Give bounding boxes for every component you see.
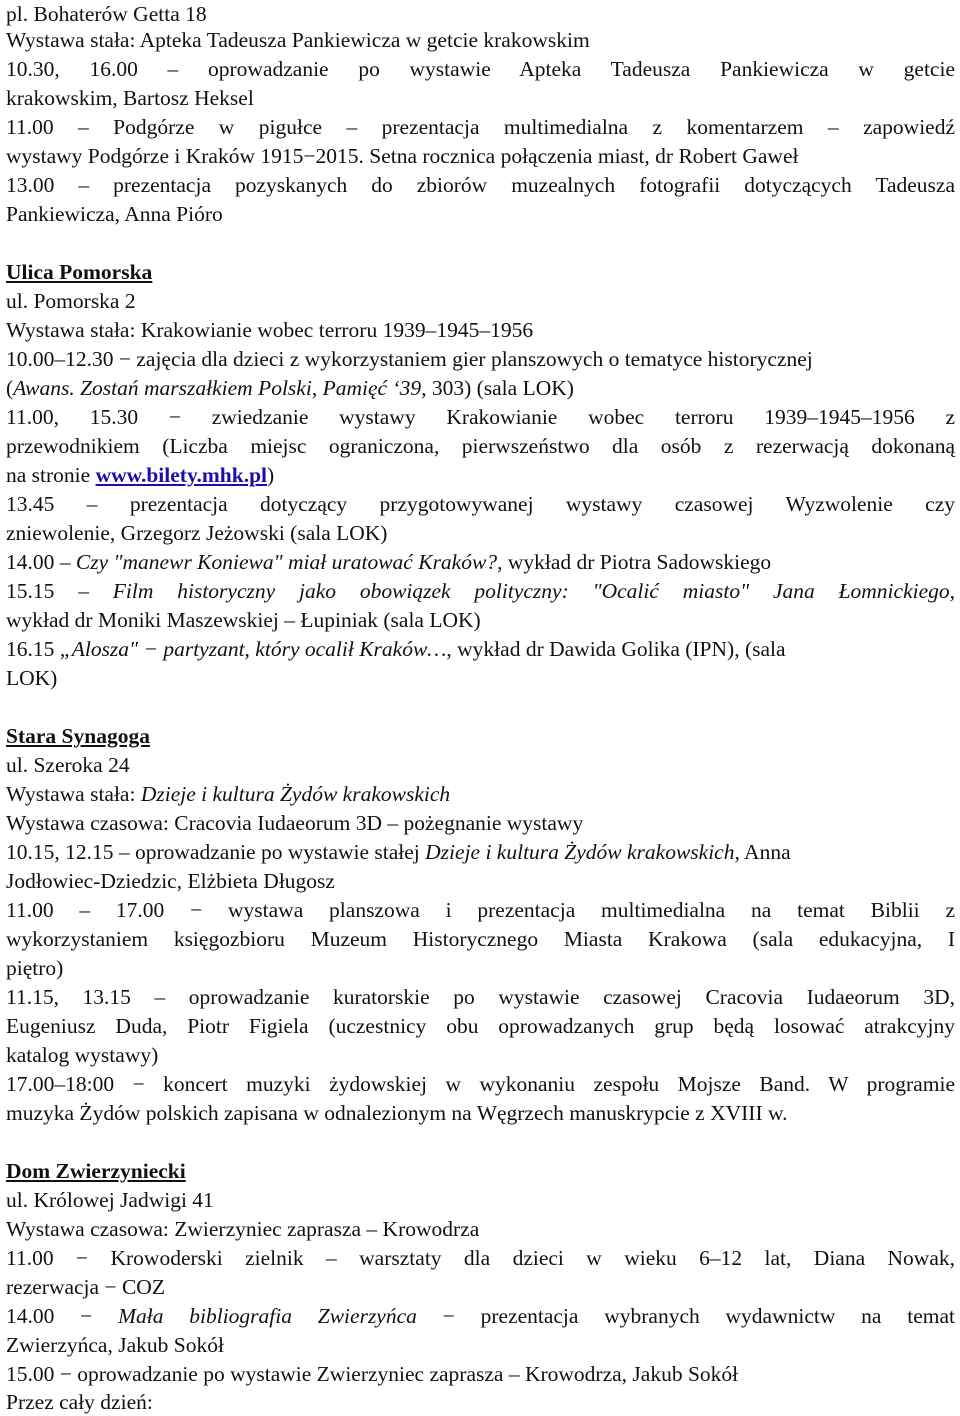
event-line	[6, 1302, 955, 1330]
event-line: 10.30, 16.00 – oprowadzanie po wystawie Apteka Tadeusza Pankiewicza w getcie	[6, 57, 955, 81]
text-span: Anna	[739, 840, 791, 864]
title-span: Awans. Zostań marszałkiem Polski	[13, 376, 312, 400]
exhibit-line: Wystawa stała: Krakowianie wobec terroru 1939–1945–1956	[6, 318, 534, 342]
title-span: „Alosza" − partyzant, który ocalił Kraków…	[59, 637, 447, 661]
text-span: − prezentacja wybranych wydawnictw na temat	[416, 1304, 955, 1328]
section-heading-ulica-pomorska: Ulica Pomorska	[6, 260, 153, 284]
event-line: zniewolenie, Grzegorz Jeżowski (sala LOK)	[6, 521, 388, 545]
text-span: , wykład dr Dawida Golika (IPN), (sala	[446, 637, 786, 661]
event-line: muzyka Żydów polskich zapisana w odnalezionym na Węgrzech manuskrypcie z XVIII w.	[6, 1101, 788, 1125]
event-line: Eugeniusz Duda, Piotr Figiela (uczestnicy obu oprowadzanych grup będą losować atrakcyjny	[6, 1014, 955, 1038]
text-span: Wystawa stała:	[6, 782, 141, 806]
event-line: rezerwacja − COZ	[6, 1275, 165, 1299]
event-line: 17.00–18:00 − koncert muzyki żydowskiej w wykonaniu zespołu Mojsze Band. W programie	[6, 1072, 955, 1096]
exhibit-line: Wystawa czasowa: Zwierzyniec zaprasza – Krowodrza	[6, 1217, 480, 1241]
event-line: Jodłowiec-Dziedzic, Elżbieta Długosz	[6, 869, 335, 893]
event-line: 11.00 – Podgórze w pigułce – prezentacja multimedialna z komentarzem – zapowiedź	[6, 115, 955, 139]
exhibit-line: Wystawa stała: Apteka Tadeusza Pankiewicza w getcie krakowskim	[6, 28, 590, 52]
title-span: Dzieje i kultura Żydów krakowskich,	[425, 840, 740, 864]
title-span: Czy "manewr Koniewa" miał uratować Kraków?	[75, 550, 498, 574]
event-line: wystawy Podgórze i Kraków 1915−2015. Setna rocznica połączenia miast, dr Robert Gaweł	[6, 144, 799, 168]
event-line	[6, 461, 955, 489]
address-line: ul. Szeroka 24	[6, 753, 130, 777]
event-line	[6, 838, 955, 866]
event-line: przewodnikiem (Liczba miejsc ograniczona, pierwszeństwo dla osób z rezerwacją dokonaną	[6, 434, 955, 458]
title-span: Dzieje i kultura Żydów krakowskich	[140, 782, 451, 806]
event-line: Zwierzyńca, Jakub Sokół	[6, 1333, 224, 1357]
event-line: 11.15, 13.15 – oprowadzanie kuratorskie po wystawie czasowej Cracovia Iudaeorum 3D,	[6, 985, 955, 1009]
event-line: katalog wystawy)	[6, 1043, 159, 1067]
event-line: 13.45 – prezentacja dotyczący przygotowywanej wystawy czasowej Wyzwolenie czy	[6, 492, 955, 516]
event-line: 11.00 − Krowoderski zielnik – warsztaty dla dzieci w wieku 6–12 lat, Diana Nowak,	[6, 1246, 955, 1270]
address-line: ul. Pomorska 2	[6, 289, 136, 313]
address-line: ul. Królowej Jadwigi 41	[6, 1188, 214, 1212]
event-line: LOK)	[6, 666, 58, 690]
event-line: wykład dr Moniki Maszewskiej – Łupiniak (sala LOK)	[6, 608, 481, 632]
section-heading-stara-synagoga: Stara Synagoga	[6, 724, 150, 748]
title-span: Mała bibliografia Zwierzyńca	[118, 1304, 417, 1328]
section-heading-dom-zwierzyniecki: Dom Zwierzyniecki	[6, 1159, 186, 1183]
event-line: 10.00–12.30 − zajęcia dla dzieci z wykorzystaniem gier planszowych o tematyce historycznej	[6, 347, 813, 371]
event-line	[6, 374, 955, 402]
text-span: , wykład dr Piotra Sadowskiego	[497, 550, 772, 574]
text-span: 14.00 –	[6, 550, 76, 574]
event-line: Pankiewicza, Anna Pióro	[6, 202, 223, 226]
bilety-link[interactable]: www.bilety.mhk.pl	[95, 463, 268, 487]
text-span: ,	[311, 376, 323, 400]
event-line: piętro)	[6, 956, 64, 980]
event-line: Przez cały dzień:	[6, 1390, 153, 1414]
event-line: krakowskim, Bartosz Heksel	[6, 86, 254, 110]
event-line: 15.00 − oprowadzanie po wystawie Zwierzyniec zaprasza – Krowodrza, Jakub Sokół	[6, 1362, 739, 1386]
title-span: Film historyczny jako obowiązek polityczny: "Ocalić miasto" Jana Łomnickiego,	[112, 579, 956, 603]
text-span: 16.15	[6, 637, 60, 661]
text-span: 15.15 –	[6, 579, 113, 603]
text-span: , 303) (sala LOK)	[421, 376, 574, 400]
exhibit-line	[6, 780, 955, 808]
text-span: (	[6, 376, 14, 400]
text-span: )	[267, 463, 275, 487]
event-line: 11.00, 15.30 − zwiedzanie wystawy Krakowianie wobec terroru 1939–1945–1956 z	[6, 405, 955, 429]
exhibit-line: Wystawa czasowa: Cracovia Iudaeorum 3D – pożegnanie wystawy	[6, 811, 584, 835]
text-span: 14.00 −	[6, 1304, 119, 1328]
event-line: 11.00 – 17.00 − wystawa planszowa i prezentacja multimedialna na temat Biblii z	[6, 898, 955, 922]
event-line: wykorzystaniem księgozbioru Muzeum Historycznego Miasta Krakowa (sala edukacyjna, I	[6, 927, 955, 951]
text-span: 10.15, 12.15 – oprowadzanie po wystawie stałej	[6, 840, 426, 864]
address-line: pl. Bohaterów Getta 18	[6, 2, 207, 26]
text-span: na stronie	[6, 463, 96, 487]
event-line	[6, 635, 955, 663]
event-line: 13.00 – prezentacja pozyskanych do zbiorów muzealnych fotografii dotyczących Tadeusza	[6, 173, 955, 197]
event-line	[6, 548, 955, 576]
event-line	[6, 577, 955, 605]
title-span: Pamięć ‘39	[322, 376, 422, 400]
